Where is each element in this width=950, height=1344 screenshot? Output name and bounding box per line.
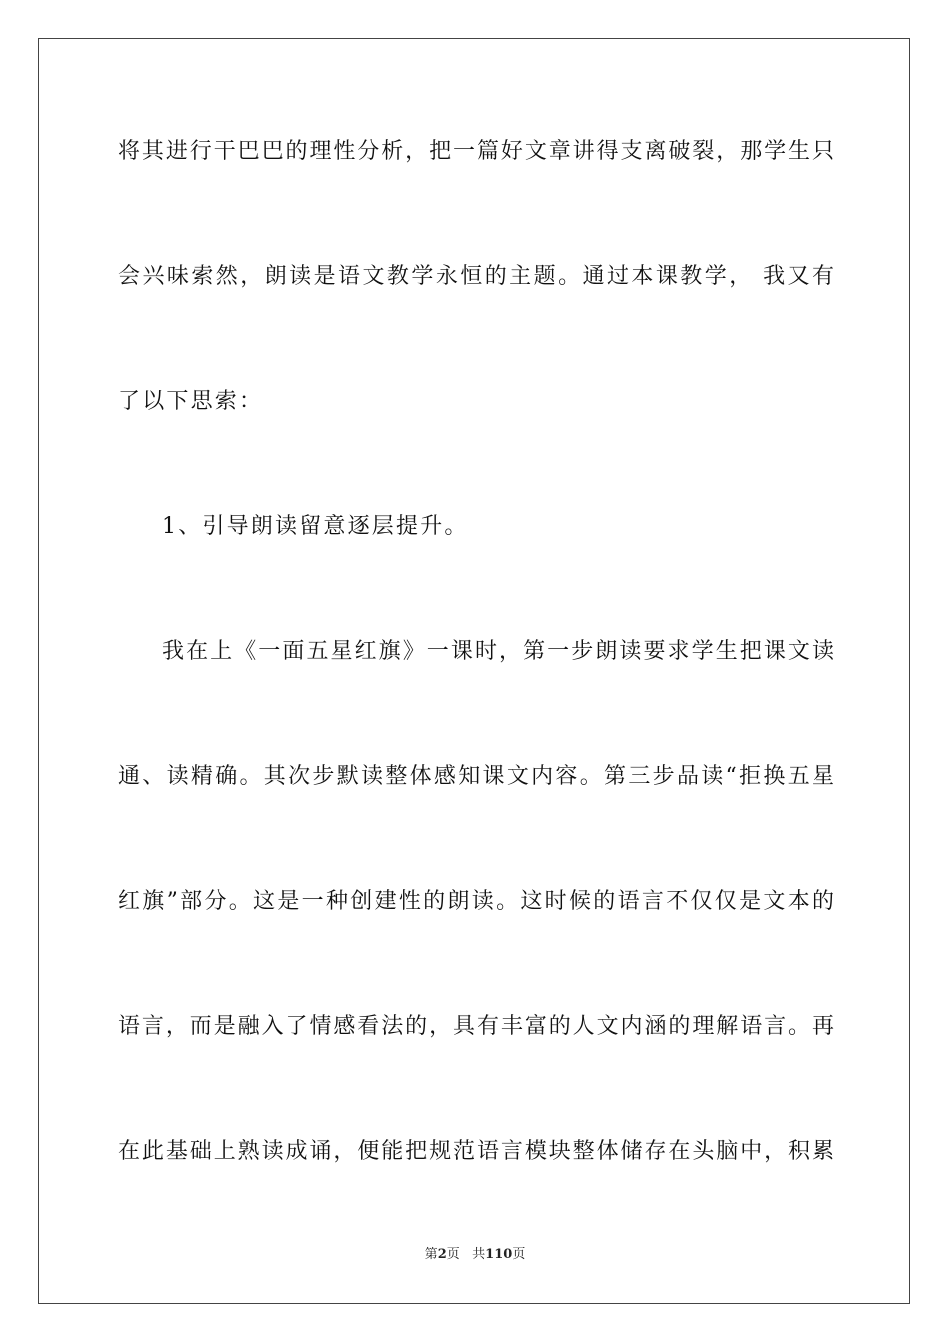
numbered-heading: 1、引导朗读留意逐层提升。: [162, 514, 469, 539]
text-line-2: 会兴味索然，朗读是语文教学永恒的主题。通过本课教学， 我又有: [118, 264, 834, 289]
text-line-3: 了以下思索：: [118, 389, 264, 414]
page-border: [38, 38, 910, 1304]
text-line-9: 在此基础上熟读成诵，便能把规范语言模块整体储存在头脑中，积累: [118, 1139, 834, 1164]
footer-page-prefix: 第: [424, 1247, 438, 1262]
footer-total-prefix: 共: [472, 1247, 486, 1262]
footer-total-pages: 110: [485, 1247, 513, 1262]
footer-page-number: 2: [437, 1247, 447, 1262]
page-footer: [0, 1246, 950, 1264]
text-line-8: 语言，而是融入了情感看法的，具有丰富的人文内涵的理解语言。再: [118, 1014, 834, 1039]
text-line-1: 将其进行干巴巴的理性分析，把一篇好文章讲得支离破裂，那学生只: [118, 139, 834, 164]
text-line-5: 我在上《一面五星红旗》一课时，第一步朗读要求学生把课文读: [162, 639, 834, 664]
text-line-7: 红旗”部分。这是一种创建性的朗读。这时候的语言不仅仅是文本的: [118, 889, 834, 914]
footer-page-suffix: 页: [446, 1247, 460, 1262]
footer-total-suffix: 页: [512, 1247, 526, 1262]
text-line-6: 通、读精确。其次步默读整体感知课文内容。第三步品读“拒换五星: [118, 764, 834, 789]
